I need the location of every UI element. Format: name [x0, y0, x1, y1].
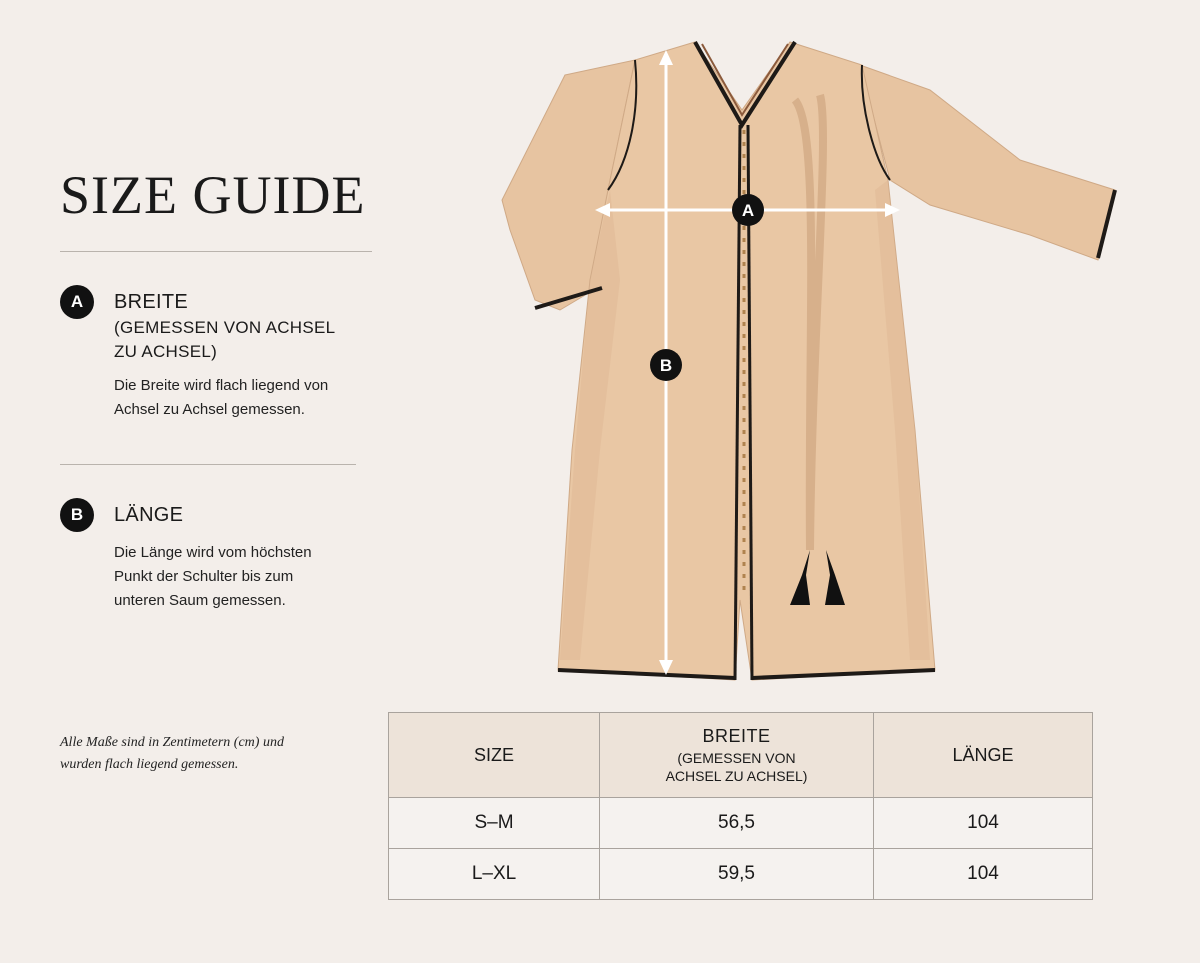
- header-breite-label: BREITE: [702, 725, 771, 746]
- breite-subheading: (GEMESSEN VON ACHSEL ZU ACHSEL): [114, 318, 335, 361]
- header-breite-sub: (GEMESSEN VON ACHSEL ZU ACHSEL): [665, 749, 808, 784]
- size-table: [388, 712, 1093, 900]
- header-laenge: LÄNGE: [874, 713, 1093, 798]
- divider: [60, 251, 372, 252]
- header-breite: [600, 713, 874, 798]
- laenge-description: Die Länge wird vom höchsten Punkt der Schulter bis zum unteren Saum gemessen.: [114, 544, 312, 609]
- badge-b: B: [60, 498, 94, 532]
- table-header-row: [389, 713, 1093, 798]
- cell-laenge: 104: [874, 849, 1093, 900]
- right-sleeve: [860, 65, 1115, 260]
- measurement-note: Alle Maße sind in Zentimetern (cm) und wurden flach liegend gemessen.: [60, 735, 284, 772]
- cell-size: S–M: [389, 798, 600, 849]
- table-row: [389, 849, 1093, 900]
- marker-b-label: B: [659, 356, 673, 375]
- page-title: SIZE GUIDE: [60, 165, 366, 225]
- header-size: SIZE: [389, 713, 600, 798]
- marker-a-label: A: [741, 201, 755, 220]
- breite-description: Die Breite wird flach liegend von Achsel zu Achsel gemessen.: [114, 377, 329, 418]
- cell-breite: 59,5: [600, 849, 874, 900]
- cell-breite: 56,5: [600, 798, 874, 849]
- breite-heading: BREITE: [114, 291, 189, 313]
- garment-diagram: [490, 30, 1130, 700]
- table-row: [389, 798, 1093, 849]
- divider: [60, 464, 356, 465]
- laenge-heading: LÄNGE: [114, 504, 184, 526]
- cell-size: L–XL: [389, 849, 600, 900]
- cell-laenge: 104: [874, 798, 1093, 849]
- badge-a: A: [60, 285, 94, 319]
